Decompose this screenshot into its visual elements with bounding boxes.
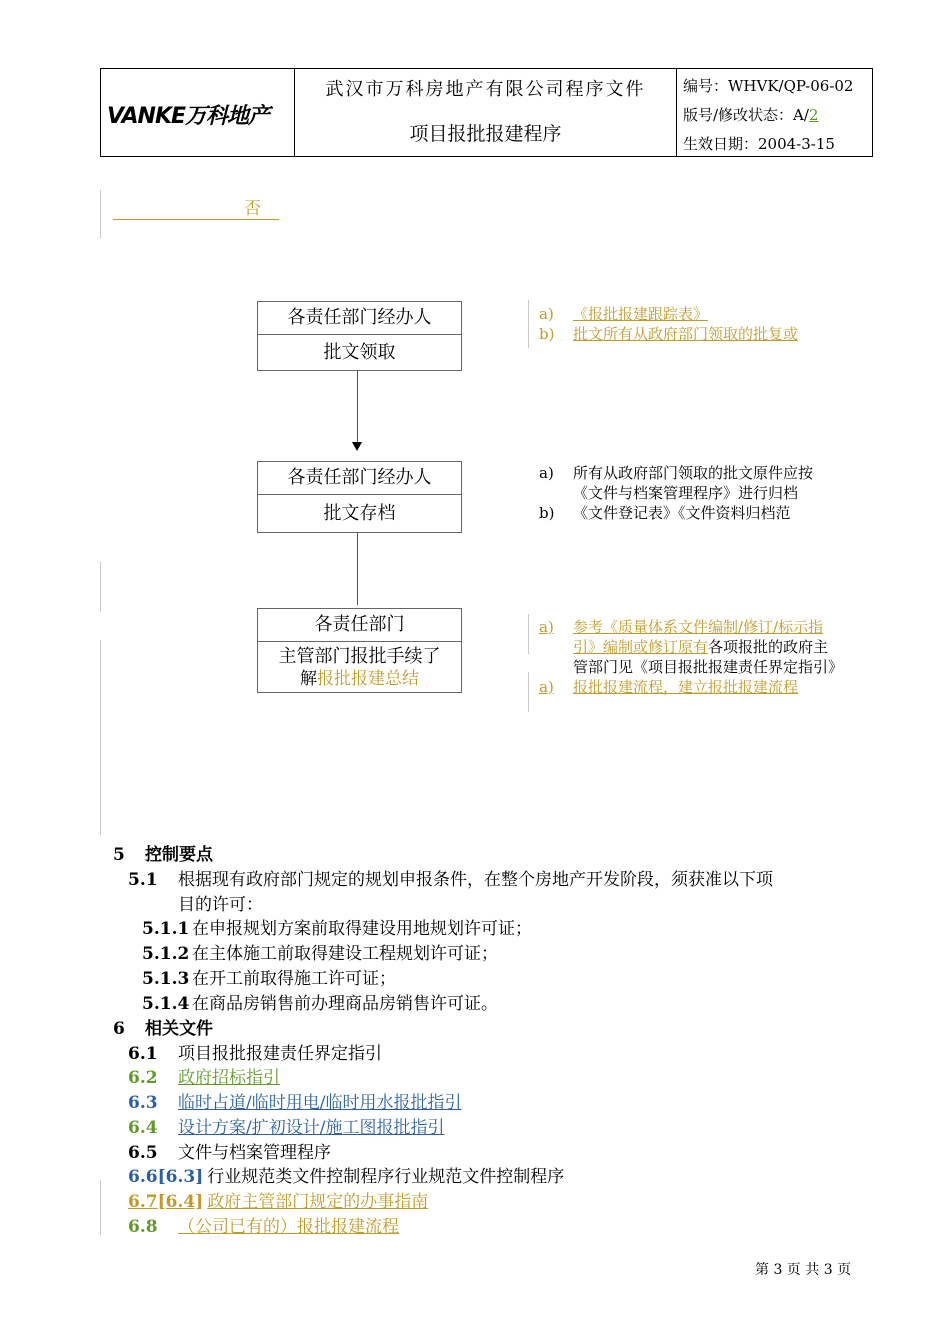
- note-item-text: 《文件登记表》《文件资料归档范: [573, 504, 791, 522]
- clause-number: 5.1.1: [142, 919, 190, 939]
- clause-number: 5.1: [128, 870, 158, 890]
- note-item-text: 所有从政府部门领取的批文原件应按《文件与档案管理程序》进行归档: [573, 464, 814, 502]
- margin-guide: [100, 1180, 101, 1235]
- version-status: [683, 104, 819, 125]
- note-approval-collection: [539, 304, 839, 344]
- flow-step-action: 批文领取: [323, 342, 396, 363]
- note-summary: [539, 617, 844, 697]
- margin-guide: [100, 562, 101, 612]
- clause-number-previous: [6.4]: [157, 1192, 204, 1212]
- related-doc-6-6: [128, 1162, 564, 1187]
- clause-5-1-1: [142, 914, 532, 939]
- page-number: 第 3 页 共 3 页: [755, 1262, 852, 1278]
- clause-number: 6.8: [128, 1217, 158, 1237]
- flow-step-action: 批文存档: [323, 503, 396, 524]
- note-item: [539, 503, 839, 523]
- document-title: 项目报批报建程序: [409, 123, 562, 145]
- clause-text: 文件与档案管理程序: [178, 1143, 331, 1163]
- clause-text: 行业规范类文件控制程序行业规范文件控制程序: [207, 1167, 565, 1187]
- flow-step-approval-archive: [257, 461, 462, 533]
- clause-text: 项目报批报建责任界定指引: [178, 1044, 382, 1064]
- margin-guide: [100, 640, 101, 835]
- note-item-text: 各项报批的政府主管部门见《项目报批报建责任界定指引》: [573, 638, 844, 676]
- note-guide: [528, 300, 529, 348]
- note-item: [539, 304, 839, 324]
- clause-5-1-3: [142, 964, 396, 989]
- related-doc-6-3: [128, 1088, 461, 1113]
- clause-text: 设计方案/扩初设计/施工图报批指引: [178, 1118, 445, 1138]
- section-heading-6: [113, 1014, 213, 1039]
- note-item-label: a): [539, 618, 554, 636]
- clause-number: 6.5: [128, 1143, 158, 1163]
- flow-step-approval-collection: [257, 301, 462, 371]
- note-item-revised-text: 参考《质量体系文件编制/修订/标示指引》编制或修订原有: [573, 618, 824, 656]
- flow-step-role: 各责任部门经办人: [258, 302, 461, 335]
- document-header-table: [100, 68, 873, 157]
- clause-number: 5.1.4: [142, 994, 190, 1014]
- clause-number: 5.1.3: [142, 969, 190, 989]
- related-doc-6-5: [128, 1138, 331, 1163]
- flow-step-role: 各责任部门: [258, 609, 461, 642]
- note-approval-archive: [539, 463, 839, 523]
- meta-cell: [677, 69, 872, 156]
- section-title: 相关文件: [145, 1019, 213, 1039]
- flow-step-summary: [257, 608, 462, 693]
- related-doc-6-4: [128, 1113, 444, 1138]
- clause-text: 在开工前取得施工许可证；: [192, 969, 396, 989]
- arrow-down-icon: [352, 442, 362, 451]
- clause-5-1-4: [142, 989, 498, 1014]
- clause-text: 政府招标指引: [178, 1068, 280, 1088]
- clause-number-previous: [6.3]: [157, 1167, 204, 1187]
- clause-number: 6.4: [128, 1118, 158, 1138]
- clause-text: 政府主管部门规定的办事指南: [207, 1192, 429, 1212]
- note-item: [539, 617, 844, 677]
- clause-number: 6.1: [128, 1044, 158, 1064]
- clause-text: 在主体施工前取得建设工程规划许可证；: [192, 944, 498, 964]
- section-title: 控制要点: [145, 845, 213, 865]
- note-item-label: b): [539, 325, 555, 343]
- note-guide: [528, 614, 529, 654]
- no-branch-label: [113, 194, 279, 220]
- document-number: 编号：WHVK/QP-06-02: [683, 77, 854, 95]
- related-doc-6-8: [128, 1212, 399, 1237]
- note-item-label: a): [539, 464, 554, 482]
- clause-text: 临时占道/临时用电/临时用水报批指引: [178, 1093, 462, 1113]
- clause-number: 6.2: [128, 1068, 158, 1088]
- clause-text: （公司已有的）报批报建流程: [178, 1217, 399, 1237]
- note-item: [539, 324, 839, 344]
- flow-step-action-line: 主管部门报批手续了: [278, 646, 441, 667]
- clause-text: 在申报规划方案前取得建设用地规划许可证；: [192, 919, 532, 939]
- flow-step-action: [258, 642, 461, 692]
- related-doc-6-2: [128, 1063, 280, 1088]
- clause-text: 根据现有政府部门规定的规划申报条件，在整个房地产开发阶段，须获准以下项: [178, 870, 773, 890]
- clause-5-1: [128, 865, 773, 890]
- title-cell: [295, 69, 677, 156]
- note-item-revised-text: 报批报建流程，建立报批报建流程: [573, 678, 799, 696]
- note-item-label: a): [539, 305, 554, 323]
- flow-connector: [357, 370, 358, 442]
- section-heading-5: [113, 840, 213, 865]
- section-number: 6: [113, 1019, 125, 1039]
- flow-step-action-plain: 解: [300, 669, 317, 689]
- flow-step-role: 各责任部门经办人: [258, 462, 461, 495]
- version-revision: 2: [808, 106, 819, 124]
- company-name: 武汉市万科房地产有限公司程序文件: [325, 79, 646, 100]
- note-item: [539, 677, 839, 697]
- note-item: [539, 463, 839, 503]
- related-doc-6-1: [128, 1039, 382, 1064]
- clause-number: 6.7: [128, 1192, 158, 1212]
- clause-5-1-2: [142, 939, 498, 964]
- note-guide: [528, 672, 529, 712]
- clause-5-1-continued: 目的许可：: [178, 895, 263, 915]
- note-item-text: 批文所有从政府部门领取的批复或: [573, 325, 799, 343]
- clause-number: 5.1.2: [142, 944, 190, 964]
- no-branch-text: 否: [244, 199, 261, 219]
- flow-connector: [357, 533, 358, 605]
- effective-date: 生效日期：2004-3-15: [683, 135, 835, 153]
- version-label: 版号/修改状态：A/: [683, 106, 809, 124]
- note-item-label: a): [539, 678, 554, 696]
- clause-text: 在商品房销售前办理商品房销售许可证。: [192, 994, 498, 1014]
- related-doc-6-7: [128, 1187, 428, 1212]
- vanke-logo: VANKE万科地产: [107, 104, 270, 129]
- note-item-label: b): [539, 504, 555, 522]
- margin-guide: [100, 190, 101, 238]
- logo-cell: [101, 69, 295, 156]
- section-number: 5: [113, 845, 125, 865]
- clause-number: 6.3: [128, 1093, 158, 1113]
- flow-step-action-revised: 报批报建总结: [317, 669, 419, 689]
- note-item-text: 《报批报建跟踪表》: [573, 305, 709, 323]
- clause-number: 6.6: [128, 1167, 158, 1187]
